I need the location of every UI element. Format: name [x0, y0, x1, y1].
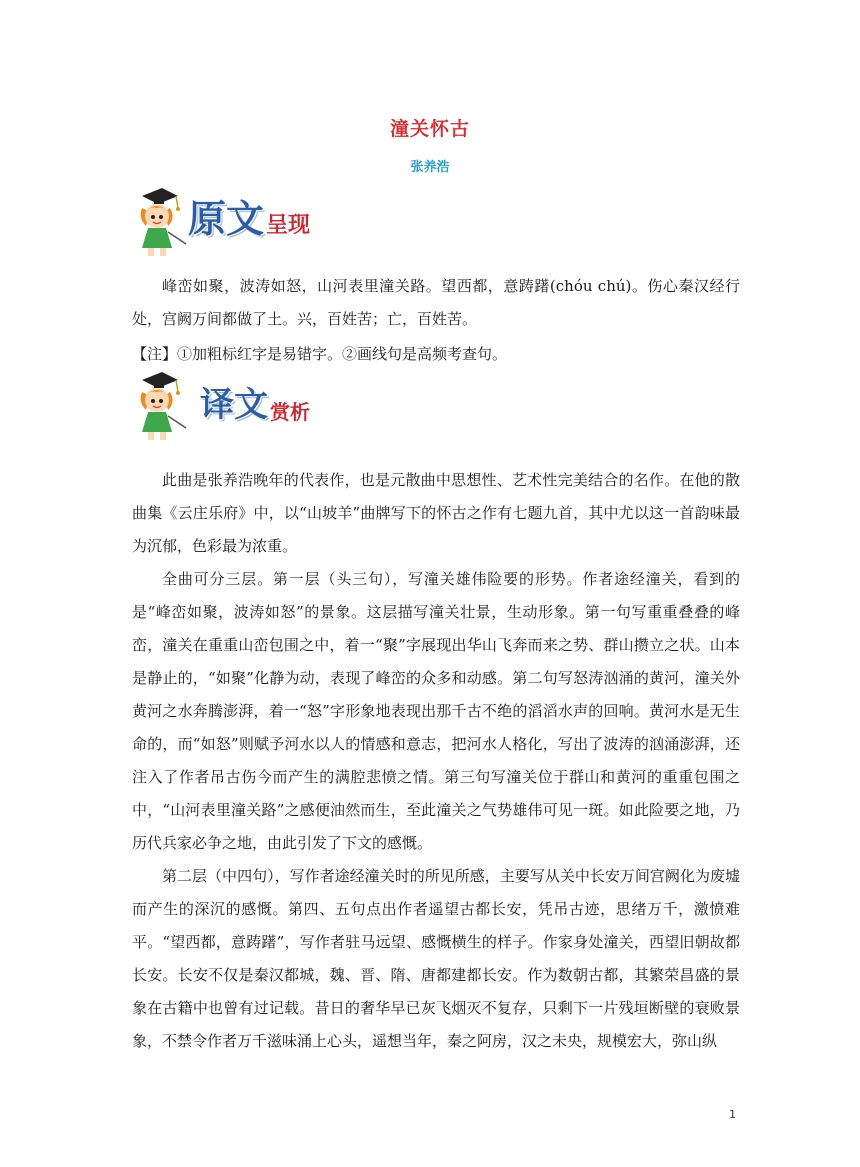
- annotation-note: 【注】①加粗标红字是易错字。②画线句是高频考查句。: [132, 345, 508, 363]
- banner-title-small: 呈现: [266, 212, 311, 238]
- section-banner-original: [128, 186, 348, 264]
- analysis-paragraph: 此曲是张养浩晚年的代表作，也是元散曲中思想性、艺术性完美结合的名作。在他的散曲集《云庄乐府》中，以“山坡羊”曲牌写下的怀古之作有七题九首，其中尤以这一首韵味最为沉郁，色彩最为浓重。: [132, 471, 740, 555]
- student-mascot-icon: [128, 186, 192, 264]
- original-poem: 峰峦如聚，波涛如怒，山河表里潼关路。望西都，意踌躇(chóu chú)。伤心秦汉经行处，宫阙万间都做了土。兴，百姓苦；亡，百姓苦。: [132, 277, 740, 328]
- page-title: 潼关怀古: [389, 118, 470, 140]
- author-name: 张养浩: [410, 160, 450, 175]
- banner-title-large: 原文: [188, 196, 265, 241]
- page-number: 1: [729, 1108, 736, 1121]
- banner-title-small: 赏析: [270, 400, 310, 424]
- section-banner-translation: [128, 370, 348, 448]
- student-mascot-icon: [128, 370, 192, 448]
- banner-title-large: 译文: [200, 385, 268, 425]
- analysis-text: [132, 464, 740, 1058]
- analysis-paragraph: 全曲可分三层。第一层（头三句），写潼关雄伟险要的形势。作者途经潼关，看到的是“峰峦如聚，波涛如怒”的景象。这层描写潼关壮景，生动形象。第一句写重重叠叠的峰峦，潼关在重重山峦包围之中，着一“聚”字展现出华山飞奔而来之势、群山攒立之状。山本是静止的，“如聚”化静为动，表现了峰峦的众多和动感。第二句写怒涛汹涌的黄河，潼关外黄河之水奔腾澎湃，着一“怒”字形象地表现出那千古不绝的滔滔水声的回响。黄河水是无生命的，而“如怒”则赋予河水以人的情感和意志，把河水人格化，写出了波涛的汹涌澎湃，还注入了作者吊古伤今而产生的满腔悲愤之情。第三句写潼关位于群山和黄河的重重包围之中，“山河表里潼关路”之感便油然而生，至此潼关之气势雄伟可见一斑。如此险要之地，乃历代兵家必争之地，由此引发了下文的感慨。: [132, 570, 740, 852]
- original-text: [132, 270, 740, 336]
- analysis-paragraph: 第二层（中四句），写作者途经潼关时的所见所感，主要写从关中长安万间宫阙化为废墟而产生的深沉的感慨。第四、五句点出作者遥望古都长安，凭吊古迹，思绪万千，激愤难平。“望西都，意踌躇”，写作者驻马远望、感慨横生的样子。作家身处潼关，西望旧朝故都长安。长安不仅是秦汉都城，魏、晋、隋、唐都建都长安。作为数朝古都，其繁荣昌盛的景象在古籍中也曾有过记载。昔日的奢华早已灰飞烟灭不复存，只剩下一片残垣断壁的衰败景象，不禁令作者万千滋味涌上心头，遥想当年，秦之阿房，汉之未央，规模宏大，弥山纵: [132, 867, 740, 1050]
